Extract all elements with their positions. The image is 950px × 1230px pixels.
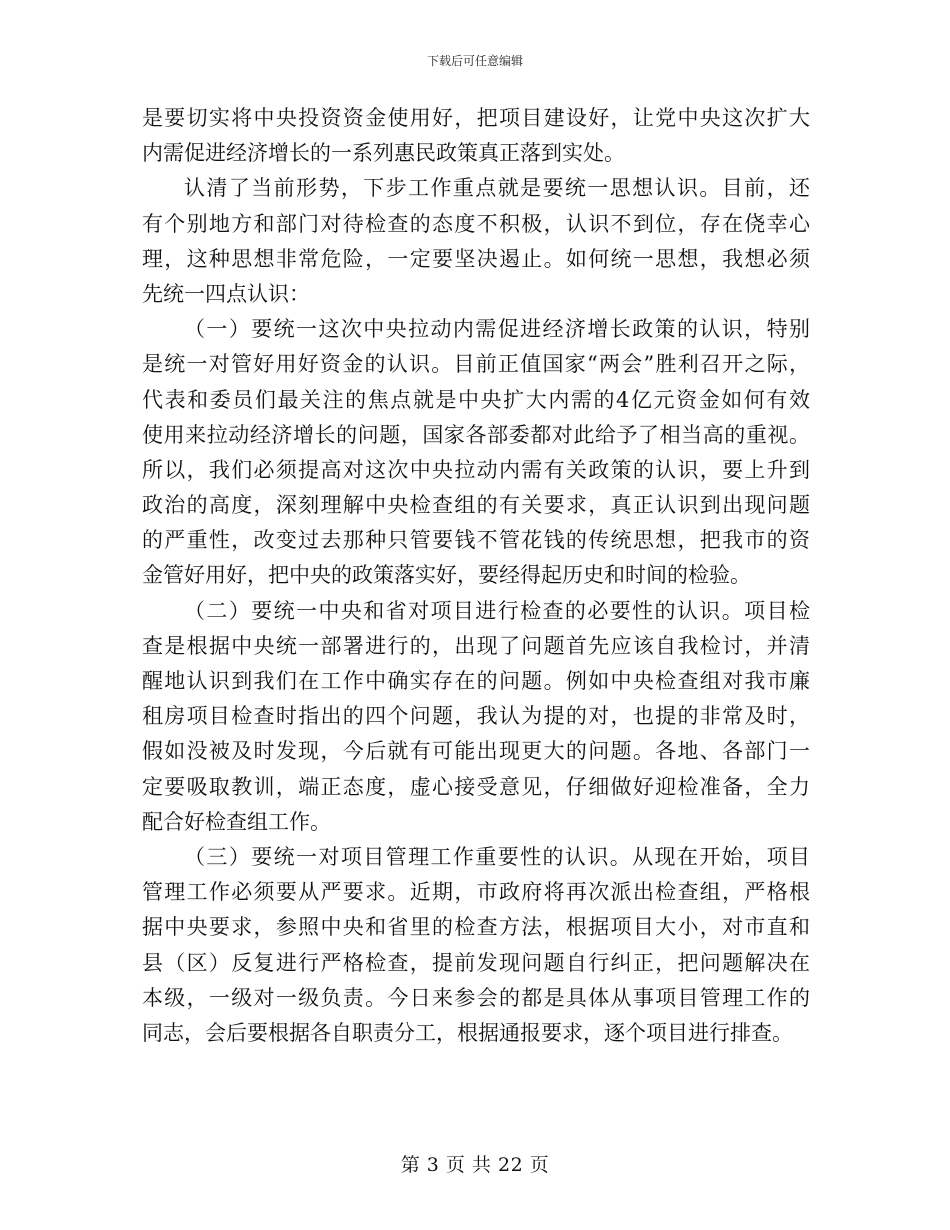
text-line: 的严重性，改变过去那种只管要钱不管花钱的传统思想，把我市的资	[142, 528, 812, 553]
text-line: （一）要统一这次中央拉动内需促进经济增长政策的认识，特别	[184, 317, 812, 342]
text-line: 查是根据中央统一部署进行的，出现了问题首先应该自我检讨，并清	[142, 633, 812, 658]
text-line: 县（区）反复进行严格检查，提前发现问题自行纠正，把问题解决在	[142, 950, 812, 975]
paragraph-situation	[142, 171, 810, 312]
text-line: （二）要统一中央和省对项目进行检查的必要性的认识。项目检	[184, 598, 812, 623]
text-line: 醒地认识到我们在工作中确实存在的问题。例如中央检查组对我市廉	[142, 669, 812, 693]
paragraph-point-two	[142, 594, 810, 840]
text-line: 定要吸取教训，端正态度，虚心接受意见，仔细做好迎检准备，全力	[142, 774, 812, 799]
text-line: 理，这种思想非常危险，一定要坚决遏止。如何统一思想，我想必须	[142, 246, 812, 271]
text-line: 是要切实将中央投资资金使用好，把项目建设好，让党中央这次扩大	[142, 106, 812, 130]
text-line: 同志，会后要根据各自职责分工，根据通报要求，逐个项目进行排查。	[142, 1020, 793, 1045]
text-line: （三）要统一对项目管理工作重要性的认识。从现在开始，项目	[184, 844, 812, 869]
text-line: 先统一四点认识：	[142, 281, 310, 306]
text-line: 政治的高度，深刻理解中央检查组的有关要求，真正认识到出现问题	[142, 493, 812, 518]
paragraph-point-one	[142, 312, 810, 594]
page-header: 下载后可任意编辑	[426, 54, 523, 68]
text-line: 租房项目检查时指出的四个问题，我认为提的对，也提的非常及时，	[142, 704, 812, 729]
text-line: 金管好用好，把中央的政策落实好，要经得起历史和时间的检验。	[142, 563, 751, 588]
text-line: 内需促进经济增长的一系列惠民政策真正落到实处。	[142, 141, 625, 166]
text-line: 代表和委员们最关注的焦点就是中央扩大内需的4亿元资金如何有效	[142, 387, 812, 412]
text-line: 有个别地方和部门对待检查的态度不积极，认识不到位，存在侥幸心	[142, 211, 812, 236]
text-line: 本级，一级对一级负责。今日来参会的都是具体从事项目管理工作的	[142, 985, 812, 1010]
paragraph-point-three	[142, 840, 810, 1051]
text-line: 假如没被及时发现，今后就有可能出现更大的问题。各地、各部门一	[142, 739, 812, 764]
document-body	[142, 101, 810, 1051]
text-line: 认清了当前形势，下步工作重点就是要统一思想认识。目前，还	[184, 176, 812, 201]
text-line: 是统一对管好用好资金的认识。目前正值国家“两会”胜利召开之际，	[142, 352, 812, 377]
text-line: 所以，我们必须提高对这次中央拉动内需有关政策的认识，要上升到	[142, 457, 812, 482]
text-line: 配合好检查组工作。	[142, 809, 331, 834]
text-line: 管理工作必须要从严要求。近期，市政府将再次派出检查组，严格根	[142, 880, 812, 905]
text-line: 据中央要求，参照中央和省里的检查方法，根据项目大小，对市直和	[142, 915, 812, 940]
text-line: 使用来拉动经济增长的问题，国家各部委都对此给予了相当高的重视。	[142, 422, 811, 447]
paragraph-intro-tail	[142, 101, 810, 171]
page-number: 第 3 页 共 22 页	[400, 1154, 550, 1176]
